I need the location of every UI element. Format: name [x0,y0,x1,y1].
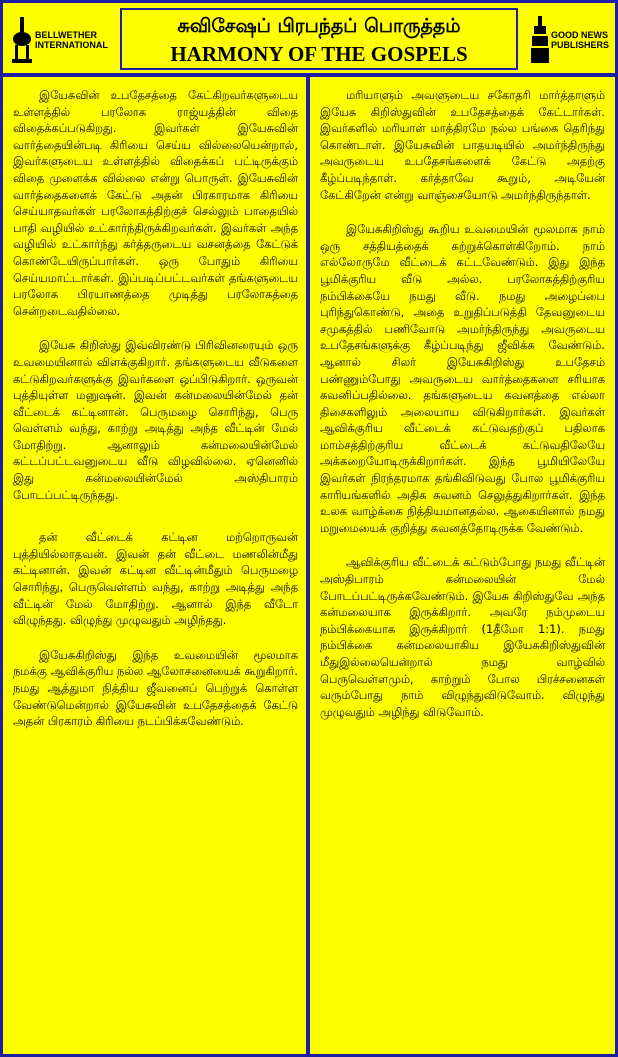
paragraph: இயேசுகிறிஸ்து இந்த உவமையின் மூலமாக நமக்கு ஆவிக்குரிய நல்ல ஆலோசனையைக் கூறுகிறார். நமது ஆத்துமா நித்திய ஜீவனைப் பெற்றுக் கொள்ள வேண்டுமென்றால் இயேசுவின் உபதேசத்தைக் கேட்டு அதன் பிரகாரம் கிரியை நடப்பிக்கவேண்டும். [13,647,298,729]
good-news-logo-text: GOOD NEWS PUBLISHERS [551,30,610,50]
paragraph: இயேசு கிறிஸ்து இவ்விரண்டு பிரிவினரையும் ஒரு உவமையினால் விளக்குகிறார். தங்களுடைய வீடுகளை கட்டுகிறவர்களுக்கு இவர்களை ஒப்பிடுகிறார். ஒருவன் புத்தியுள்ள மனுஷன். இவன் கன்மலையின்மேல் தன் வீட்டைக் கட்டினான். பெருமழை சொரிந்து, பெரு வெள்ளம் வந்து, காற்று அடித்து அந்த வீட்டின் மேல் மோதிற்று. ஆனாலும் கன்மலையின்மேல் கட்டப்பட்டவனுடைய வீடு விழவில்லை. ஏனெனில் இது கன்மலையின்மேல் அஸ்திபாரம் போடப்பட்டிருந்தது. [13,338,298,502]
bellwether-logo-text: BELLWETHER INTERNATIONAL [35,30,108,50]
right-column [310,77,615,1054]
paragraph: ஆவிக்குரிய வீட்டைக் கட்டும்போது நமது வீட்டின் அஸ்திபாரம் கன்மலையின் மேல் போடப்பட்டிருக்கவேண்டும். இயேசு கிறிஸ்துவே அந்த கன்மலையாக இருக்கிறார். அவரே நம்முடைய நம்பிக்கையாக இருக்கிறார் (1தீமோ 1:1). நமது நம்பிக்கை கன்மலையாகிய இயேசுகிறிஸ்துவின் மீதுஇல்லையென்றால் நமது வாழ்வில் பெருவெள்ளமும், காற்றும் போல பிரச்சனைகள் வரும்போது நாம் விழுந்துவிடுவோம். விழுந்து முழுவதும் அழிந்து விடுவோம். [320,555,605,719]
book-stack-icon [531,15,549,65]
left-column [3,77,310,1054]
paragraph: இயேசுகிறிஸ்து கூறிய உவமையின் மூலமாக நாம் ஒரு சத்தியத்தைக் கற்றுக்கொள்கிறோம். நாம் எல்லோருமே வீட்டைக் கட்டவேண்டும். இது இந்த பூமிக்குரிய வீடு அல்ல. பரலோகத்திற்குரிய நம்பிக்கையே நமது வீடு. நமது அழைப்பை புரிந்துகொண்டு, அதை உறுதிப்படுத்தி தேவனுடைய சமுகத்தில் பணிவோடு அமர்ந்திருந்து அவருடைய உபதேசங்களுக்கு கீழ்ப்படிந்து ஜீவிக்க வேண்டும். ஆனால் சிலர் இயேசுகிறிஸ்து உபதேசம் பண்ணும்போது அவருடைய வார்த்தைகளை சரியாக கவனிப்பதில்லை. தங்களுடைய கவனத்தை எல்லா திசைகளிலும் அலையாய விடுகிறார்கள். இவர்கள் ஆவிக்குரிய வீட்டைக் கட்டுவதற்குப் பதிலாக மாம்சத்திற்குரிய வீட்டைக் கட்டுவதிலேயே அக்கறையோடிருக்கிறார்கள். இந்த பூமியிலேயே இவர்கள் நிரந்தரமாக தங்கிவிடுவது போல பூமிக்குரிய காரியங்களில் அதிக கவனம் செலுத்துகிறார்கள். இந்த உலக வாழ்க்கை நித்தியமானதல்ல. ஆகையினால் நமது மறுமையைக் குறித்து கவனத்தோடிருக்க வேண்டும். [320,222,605,535]
paragraph: தன் வீட்டைக் கட்டின மற்றொருவன் புத்தியில்லாதவன். இவன் தன் வீட்டை மணலின்மீது கட்டினான். இவன் கட்டின வீட்டின்மீதும் பெருமழை சொரிந்து, பெருவெள்ளம் வந்து, காற்று அடித்து அந்த வீட்டின் மேல் மோதிற்று. ஆனால் இந்த வீடோ விழுந்தது. விழுந்து முழுவதும் அழிந்தது. [13,530,298,628]
paragraph: மரியாளும் அவளுடைய சகோதரி மார்த்தாளும் இயேசு கிறிஸ்துவின் உபதேசத்தைக் கேட்டார்கள். இவர்களில் மரியாள் மாத்திரமே நல்ல பங்கை தெரிந்து கொண்டாள். இயேசுவின் பாதயடியில் அமர்ந்திருந்து அவருடைய உபதேசங்களைக் கேட்டு அதற்கு கீழ்ப்படிந்தாள். கர்த்தாவே கூறும், அடியேன் கேட்கிறேன் என்று வாஞ்சையோடு அமர்ந்திருந்தாள். [320,88,605,202]
bellwether-sheep-icon [11,15,33,65]
page-title-english: HARMONY OF THE GOSPELS [170,42,468,66]
title-box [120,8,518,70]
paragraph: இயேசுவின் உபதேசத்தை கேட்கிறவர்களுடைய உள்ளத்தில் பரலோக ராஜ்யத்தின் விதை விதைக்கப்படுகிறது. இவர்கள் இயேசுவின் வார்த்தையின்படி கிரியை செய்ய வில்லையென்றால், இவர்களுடைய உள்ளத்தில் விதைக்கப் பட்டிருக்கும் விதை முளைக்க வில்லை என்று பொருள். இயேசுவின் வார்த்தைகளைக் கேட்டு அதன் பிரகாரமாக கிரியை செய்யாதவர்கள் பரலோகத்திற்குச் செல்லும் பாதையில் பாதி வழியில் உட்கார்ந்திருக்கிறவர்கள். இவர்கள் அந்த வழியில் உட்கார்ந்து கர்த்தருடைய வசனத்தை கேட்டுக் கொண்டேயிருப்பார்கள். ஒரு போதும் கிரியை செய்யமாட்டார்கள். இப்படிப்பட்டவர்கள் தங்களுடைய பரலோக பிரயாணத்தை முடித்து பரலோகத்தை சென்றடைவதில்லை. [13,88,298,318]
page-title-tamil: சுவிசேஷப் பிரபந்தப் பொருத்தம் [177,15,461,37]
article-body [3,77,615,1054]
good-news-logo [531,11,610,69]
bellwether-logo [11,11,107,69]
header [3,3,615,77]
